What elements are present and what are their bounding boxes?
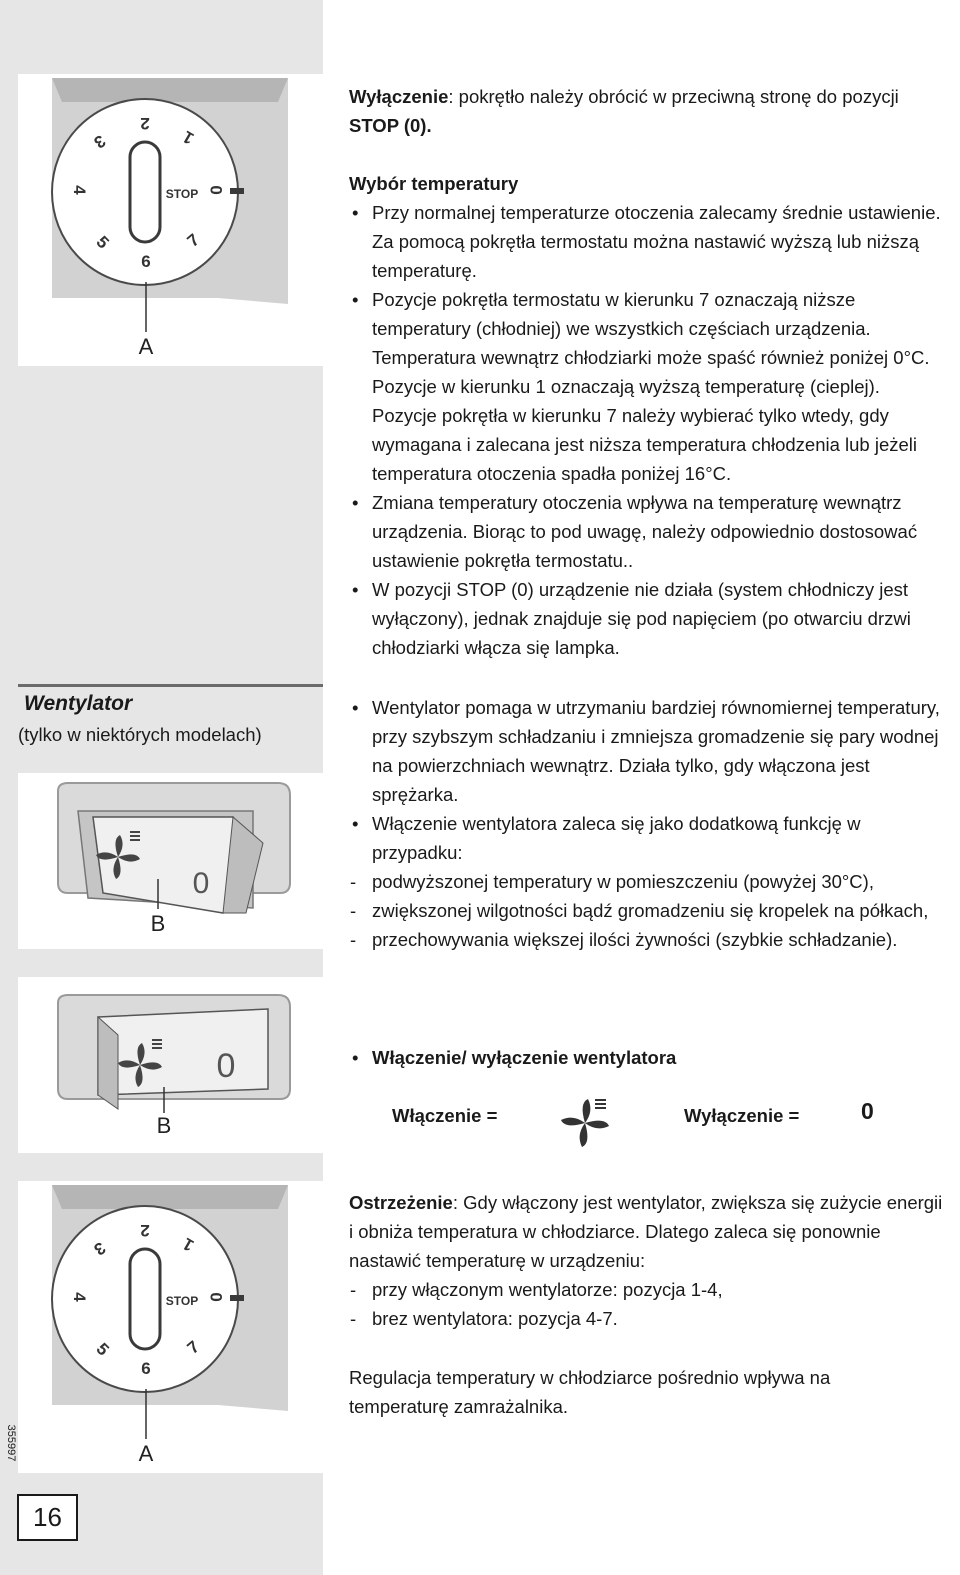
warning-text: : Gdy włączony jest wentylator, zwiększa się zużycie energii i obniża temperatura w chłodziarce. Dlatego zaleca się ponownie nastawić temperaturę w urządzeniu: (349, 1192, 943, 1271)
fan-bullet-text: Włączenie wentylatora zaleca się jako dodatkową funkcję w przypadku: (372, 813, 861, 863)
switch-off-paragraph (349, 82, 929, 140)
off-label: Wyłączenie (349, 86, 449, 107)
fan-on-label: Włączenie = (392, 1105, 498, 1126)
fan-on-icon (560, 1098, 610, 1148)
dial-number-6: 6 (141, 1359, 151, 1378)
off-text: : pokrętło należy obrócić w przeciwną stronę do pozycji (448, 86, 899, 107)
dial-number-2: 2 (140, 114, 150, 133)
temperature-section (349, 169, 945, 662)
switch-zero-label: 0 (192, 867, 210, 900)
dial-zero: 0 (207, 1292, 226, 1302)
dial-number-5: 5 (92, 232, 113, 253)
switch-label-b: B (156, 1113, 172, 1138)
thermostat-dial-image-top (18, 74, 323, 366)
temperature-heading: Wybór temperatury (349, 173, 519, 194)
regulation-note: Regulacja temperatury w chłodziarce pośrednio wpływa na temperaturę zamrażalnika. (349, 1367, 831, 1417)
switch-zero-label: 0 (216, 1047, 236, 1085)
fan-toggle-heading-text: Włączenie/ wyłączenie wentylatora (372, 1047, 677, 1068)
section-divider (18, 684, 323, 687)
fan-bullet: • Wentylator pomaga w utrzymaniu bardziej równomiernej temperatury, przy szybszym schładzaniu i zmniejsza gromadzenie się pary wodnej na powierzchniach wewnątrz. Działa tylko, gdy włączona jest sprężarka. (349, 693, 955, 809)
warning-label: Ostrzeżenie (349, 1192, 453, 1213)
page-number: 16 (17, 1494, 78, 1541)
thermostat-dial-image-bottom (18, 1181, 323, 1473)
dial-stop-label: STOP (165, 1294, 199, 1308)
warning-section (349, 1188, 949, 1333)
fan-case-item: - przechowywania większej ilości żywności (szybkie schładzanie). (349, 925, 955, 954)
dial-number-5: 5 (92, 1339, 113, 1360)
fan-case-item: - zwiększonej wilgotności bądź gromadzeniu się kropelek na półkach, (349, 896, 955, 925)
dial-number-3: 3 (90, 131, 110, 153)
temperature-bullet: • Pozycje pokrętła termostatu w kierunku 7 oznaczają niższe temperatury (chłodniej) we wszystkich częściach urządzenia. Temperatura wewnątrz chłodziarki może spaść również poniżej 0°C. Pozycje w kierunku 1 oznaczają wyższą temperaturę (cieplej). Pozycje pokrętła w kierunku 7 należy wybierać tylko wtedy, gdy wymagana i zalecana jest niższa temperatura chłodzenia lub jeżeli temperatura otoczenia spadła poniżej 16°C. (349, 285, 945, 488)
dial-number-7: 7 (183, 1337, 204, 1358)
fan-subtitle: (tylko w niektórych modelach) (18, 724, 262, 745)
fan-switch-image-top (18, 773, 323, 949)
fan-switch-image-bottom (18, 977, 323, 1153)
fan-case-item: - podwyższonej temperatury w pomieszczeniu (powyżej 30°C), (349, 867, 955, 896)
fan-title: Wentylator (24, 692, 133, 715)
document-number: 355997 (5, 1424, 17, 1462)
fan-off-label: Wyłączenie = (684, 1105, 800, 1126)
fan-off-symbol: 0 (861, 1098, 874, 1124)
warning-item: - brez wentylatora: pozycja 4-7. (349, 1304, 949, 1333)
temperature-bullet: • Zmiana temperatury otoczenia wpływa na temperaturę wewnątrz urządzenia. Biorąc to pod uwagę, należy odpowiednio dostosować ustawienie pokrętła termostatu.. (349, 488, 945, 575)
temperature-bullet: • W pozycji STOP (0) urządzenie nie działa (system chłodniczy jest wyłączony), jednak znajduje się pod napięciem (po otwarciu drzwi chłodziarki włącza się lampka. (349, 575, 945, 662)
dial-number-1: 1 (179, 126, 198, 149)
dial-number-2: 2 (140, 1221, 150, 1240)
fan-toggle-heading (349, 1043, 949, 1072)
dial-number-3: 3 (90, 1238, 110, 1260)
dial-number-6: 6 (141, 252, 151, 271)
fan-section (349, 693, 955, 954)
dial-number-7: 7 (183, 230, 204, 251)
dial-label-a: A (138, 1441, 154, 1466)
temperature-bullet: • Przy normalnej temperaturze otoczenia zalecamy średnie ustawienie. Za pomocą pokrętła termostatu można nastawić wyższą lub niższą temperaturę. (349, 198, 945, 285)
dial-zero: 0 (207, 185, 226, 195)
fan-bullet (349, 809, 955, 867)
dial-number-4: 4 (70, 185, 89, 195)
dial-stop-label: STOP (165, 187, 199, 201)
warning-item: - przy włączonym wentylatorze: pozycja 1-4, (349, 1275, 949, 1304)
switch-label-b: B (150, 911, 166, 936)
dial-number-4: 4 (70, 1292, 89, 1302)
off-stop: STOP (0). (349, 115, 432, 136)
dial-label-a: A (138, 334, 154, 359)
dial-number-1: 1 (179, 1233, 198, 1256)
